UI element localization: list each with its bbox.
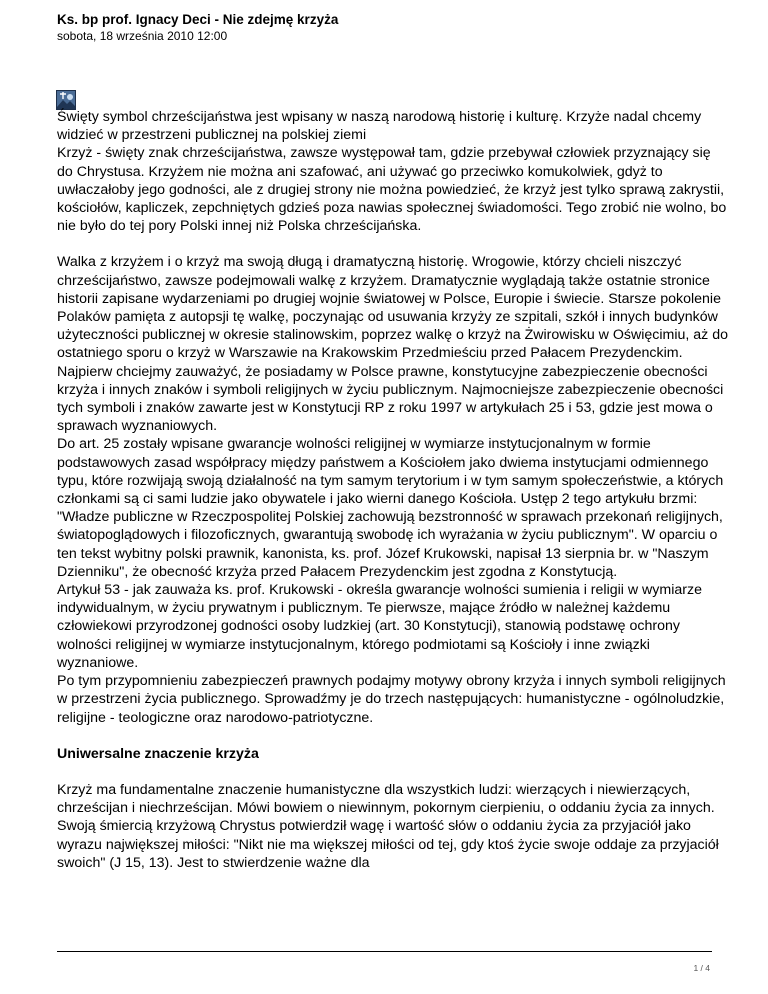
footer-divider [57,951,712,952]
article-date: sobota, 18 września 2010 12:00 [57,29,228,43]
article-title: Ks. bp prof. Ignacy Deci - Nie zdejmę krzyża [57,12,339,27]
paragraph-legal-protection: Najpierw chciejmy zauważyć, że posiadamy w Polsce prawne, konstytucyjne zabezpieczenie obecności krzyża i innych znaków i symboli religijnych w życiu publicznym. Najmocniejsze zabezpieczenie obecności tych symboli i znaków zawarte jest w Konstytucji RP z roku 1997 w artykułach 25 i 53, gdzie jest mowa o sprawach wyznaniowych. [57,363,724,435]
paragraph-gap [57,727,729,745]
paragraph-gap [57,763,729,781]
paragraph-universal-meaning: Krzyż ma fundamentalne znaczenie humanistyczne dla wszystkich ludzi: wierzących i niewierzących, chrześcijan i niechrześcijan. Mówi bowiem o niewinnym, pokornym cierpieniu, o oddaniu życia za innych. Swoją śmiercią krzyżową Chrystus potwierdził wagę i wartość słów o oddaniu życia za przyjaciół jako wyrazu największej miłości: "Nikt nie ma większej miłości od tej, gdy ktoś życie swoje oddaje za przyjaciół swoich" (J 15, 13). Jest to stwierdzenie ważne dla [57,781,719,871]
paragraph-article-53: Artykuł 53 - jak zauważa ks. prof. Krukowski - określa gwarancje wolności sumienia i religii w wymiarze indywidualnym, w życiu prywatnym i publicznym. Te pierwsze, mające źródło w należnej każdemu człowiekowi przyrodzonej godności osoby ludzkiej (art. 30 Konstytucji), stanowią podstawę ochrony wolności religijnej w wymiarze instytucjonalnym, którego podmiotami są Kościoły i inne związki wyznaniowe. [57,582,702,671]
article-body [57,108,729,872]
section-heading: Uniwersalne znaczenie krzyża [57,745,259,762]
paragraph-motives: Po tym przypomnieniu zabezpieczeń prawnych podajmy motywy obrony krzyża i innych symboli religijnych w przestrzeni życia publicznego. Sprowadźmy je do trzech następujących: humanistyczne - ogólnoludzkie, religijne - teologiczne oraz narodowo-patriotyczne. [57,673,726,726]
page-number: 1 / 4 [693,963,710,973]
intro-paragraph-2: Krzyż - święty znak chrześcijaństwa, zawsze występował tam, gdzie przebywał człowiek przyznający się do Chrystusa. Krzyżem nie można ani szafować, ani używać go przeciwko komukolwiek, gdyż to uwłaczałoby jego godności, ale z drugiej strony nie można powiedzieć, że krzyż jest tylko sprawą zakrystii, kościołów, kapliczek, zepchniętych gdzieś poza nawias społecznej świadomości. Tego zrobić nie wolno, bo nie było do tej pory Polski innej niż Polska chrześcijańska. [57,145,727,235]
document-header [57,11,728,44]
photo-thumbnail-icon [56,90,76,110]
paragraph-history: Walka z krzyżem i o krzyż ma swoją długą i dramatyczną historię. Wrogowie, którzy chcieli niszczyć chrześcijaństwo, zawsze podejmowali walkę z krzyżem. Dramatycznie wyglądają także ostatnie stronice historii zapisane wydarzeniami po drugiej wojnie światowej w Polsce, Europie i świecie. Starsze pokolenie Polaków pamięta z autopsji tę walkę, poczynając od usuwania krzyży ze szpitali, szkół i innych budynków użyteczności publicznej w okresie stalinowskim, poprzez walkę o krzyż na Żwirowisku w Oświęcimiu, aż do ostatniego sporu o krzyż w Warszawie na Krakowskim Przedmieściu przed Pałacem Prezydenckim. [57,254,728,362]
paragraph-gap [57,235,729,253]
paragraph-article-25: Do art. 25 zostały wpisane gwarancje wolności religijnej w wymiarze instytucjonalnym w formie podstawowych zasad współpracy między państwem a Kościołem jako dwiema instytucjami odmiennego typu, które rozwijają swoją działalność na tym samym terytorium i w tym samym społeczeństwie, a których członkami są ci sami ludzie jako obywatele i jako wierni danego Kościoła. Ustęp 2 tego artykułu brzmi: "Władze publiczne w Rzeczpospolitej Polskiej zachowują bezstronność w sprawach przekonań religijnych, światopoglądowych i filozoficznych, gwarantują swobodę ich wyrażania w życiu publicznym". W oparciu o ten tekst wybitny polski prawnik, kanonista, ks. prof. Józef Krukowski, napisał 13 sierpnia br. w "Naszym Dzienniku", że obecność krzyża przed Pałacem Prezydenckim jest zgodna z Konstytucją. [57,436,724,580]
intro-paragraph-1: Święty symbol chrześcijaństwa jest wpisany w naszą narodową historię i kulturę. Krzyże nadal chcemy widzieć w przestrzeni publicznej na polskiej ziemi [57,109,702,144]
